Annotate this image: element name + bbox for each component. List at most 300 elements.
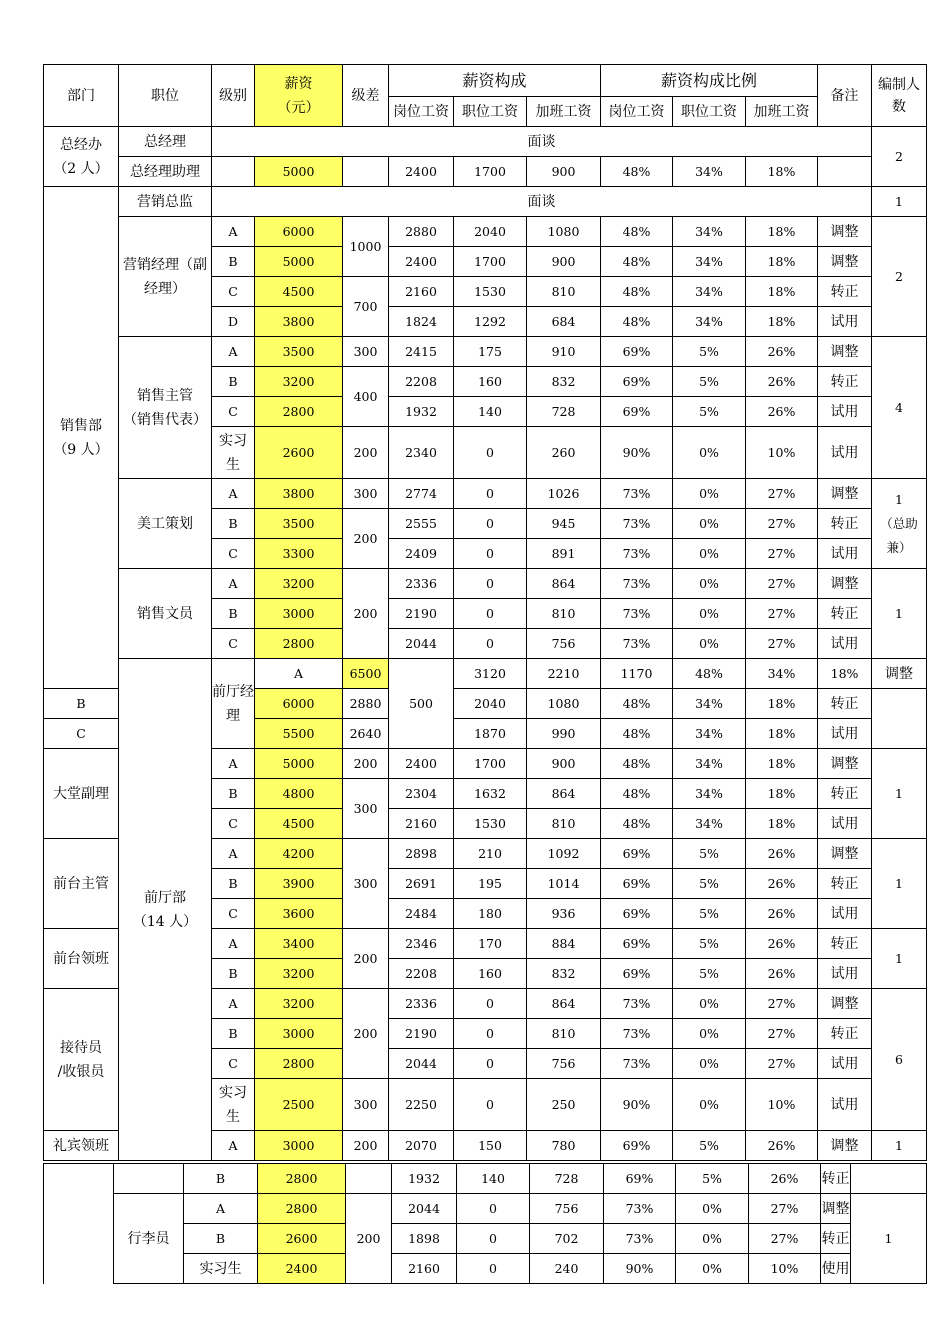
remark-cell: 试用 [818,397,872,427]
level-cell: A [212,337,255,367]
overtime-wage-cell: 884 [527,929,601,959]
post-wage-cell: 2484 [389,899,454,929]
overtime-wage-cell: 900 [527,749,601,779]
position-wage-cell: 0 [454,1049,527,1079]
post-wage-cell: 2346 [389,929,454,959]
post-wage-cell: 1932 [392,1164,457,1194]
overtime-ratio-cell: 27% [746,1049,818,1079]
remark-cell: 转正 [818,1019,872,1049]
dept-gm [44,127,119,187]
position-greeter-lead: 礼宾领班 [44,1131,119,1161]
post-ratio-cell: 69% [604,1164,676,1194]
header-overtime-wage: 加班工资 [527,97,601,127]
salary-cell: 3000 [255,1131,343,1161]
position-wage-cell: 2040 [454,217,527,247]
position-ratio-cell: 5% [673,899,746,929]
remark-cell: 调整 [821,1194,851,1224]
overtime-ratio-cell: 18% [746,779,818,809]
position-wage-cell: 1870 [454,719,527,749]
remark-cell [818,157,872,187]
overtime-wage-cell: 780 [527,1131,601,1161]
level-cell: 实习生 [212,1079,255,1131]
diff-cell: 500 [389,659,454,749]
headcount-gm: 2 [872,127,927,187]
overtime-wage-cell: 1080 [527,689,601,719]
position-ratio-cell: 0% [673,479,746,509]
salary-table [43,64,927,1161]
level-cell: A [212,989,255,1019]
remark-cell: 试用 [818,1079,872,1131]
post-ratio-cell: 73% [601,629,673,659]
diff-cell: 300 [343,839,389,929]
position-wage-cell: 0 [454,427,527,479]
header-dept: 部门 [44,65,119,127]
remark-cell: 转正 [818,779,872,809]
salary-cell: 3300 [255,539,343,569]
post-wage-cell: 2400 [389,749,454,779]
position-wage-cell: 1292 [454,307,527,337]
level-cell: A [212,479,255,509]
level-cell: A [212,569,255,599]
level-cell: A [212,929,255,959]
overtime-wage-cell: 936 [527,899,601,929]
level-cell: B [212,959,255,989]
salary-cell: 5000 [255,247,343,277]
post-ratio-cell: 73% [601,479,673,509]
position-wage-cell: 140 [457,1164,530,1194]
position-wage-cell: 0 [454,539,527,569]
salary-cell: 3800 [255,307,343,337]
header-level: 级别 [212,65,255,127]
overtime-wage-cell: 810 [527,277,601,307]
overtime-ratio-cell: 27% [746,539,818,569]
salary-table-continued [43,1163,927,1284]
position-wage-cell: 1632 [454,779,527,809]
remark-cell: 试用 [818,539,872,569]
headcount-greeter-lead: 1 [872,1131,927,1161]
salary-cell: 3200 [255,989,343,1019]
level-cell: B [212,367,255,397]
post-wage-cell: 2304 [389,779,454,809]
remark-cell: 调整 [818,569,872,599]
overtime-ratio-cell: 26% [746,397,818,427]
headcount-desk-lead: 1 [872,929,927,989]
overtime-ratio-cell: 26% [746,959,818,989]
position-wage-cell: 1530 [454,277,527,307]
designer-headcount-value: 1 [895,491,903,507]
overtime-ratio-cell: 18% [746,749,818,779]
salary-cell: 3800 [255,479,343,509]
post-ratio-cell: 73% [601,1019,673,1049]
post-wage-cell: 1932 [389,397,454,427]
level-cell: B [184,1164,258,1194]
position-ratio-cell: 5% [673,1131,746,1161]
position-greeter-continued [114,1164,184,1194]
level-cell: B [212,247,255,277]
overtime-wage-cell: 810 [527,809,601,839]
position-wage-cell: 175 [454,337,527,367]
overtime-ratio-cell: 26% [746,337,818,367]
overtime-ratio-cell: 18% [818,659,872,689]
diff-cell: 200 [343,569,389,659]
headcount-designer [872,479,927,569]
header-position: 职位 [119,65,212,127]
overtime-wage-cell: 910 [527,337,601,367]
post-ratio-cell: 73% [601,989,673,1019]
remark-cell: 试用 [818,427,872,479]
diff-cell: 300 [343,1079,389,1131]
position-wage-cell: 195 [454,869,527,899]
reception-title-2: /收银员 [57,1063,105,1080]
salary-cell: 6000 [255,217,343,247]
remark-cell: 转正 [821,1224,851,1254]
post-wage-cell: 2044 [389,629,454,659]
diff-cell: 200 [343,989,389,1079]
position-ratio-cell: 0% [673,427,746,479]
position-ratio-cell: 0% [673,539,746,569]
position-ratio-cell: 5% [676,1164,749,1194]
salary-cell: 3900 [255,869,343,899]
salary-cell: 3200 [255,367,343,397]
position-ratio-cell: 34% [673,719,746,749]
level-cell: C [212,397,255,427]
diff-cell: 400 [343,367,389,427]
salary-cell: 3400 [255,929,343,959]
overtime-wage-cell: 1170 [601,659,673,689]
position-wage-cell: 160 [454,367,527,397]
level-cell: B [212,1019,255,1049]
sales-supervisor-title: 销售主管 [137,387,193,404]
overtime-wage-cell: 810 [527,1019,601,1049]
position-ratio-cell: 0% [673,1079,746,1131]
level-cell: A [212,839,255,869]
dept-front-name: 前厅部 [144,889,186,906]
overtime-ratio-cell: 18% [746,719,818,749]
overtime-wage-cell: 702 [530,1224,604,1254]
overtime-wage-cell: 684 [527,307,601,337]
level-cell: C [212,629,255,659]
diff-cell: 200 [346,1194,392,1284]
headcount-reception: 6 [872,989,927,1131]
remark-cell: 试用 [818,959,872,989]
post-ratio-cell: 48% [601,749,673,779]
diff-cell: 200 [343,427,389,479]
position-wage-cell: 170 [454,929,527,959]
salary-cell: 2400 [258,1254,346,1284]
position-desk-lead: 前台领班 [44,929,119,989]
salary-cell: 3000 [255,1019,343,1049]
overtime-wage-cell: 728 [527,397,601,427]
dept-sales-count: （9 人） [53,441,109,458]
salary-cell: 3200 [255,569,343,599]
remark-cell: 试用 [818,809,872,839]
level-cell: C [212,809,255,839]
post-wage-cell: 2880 [343,689,389,719]
overtime-ratio-cell: 10% [746,1079,818,1131]
overtime-ratio-cell: 27% [746,1019,818,1049]
salary-cell: 3200 [255,959,343,989]
headcount-sales-clerk: 1 [872,569,927,659]
post-wage-cell: 2898 [389,839,454,869]
position-ratio-cell: 34% [673,247,746,277]
level-cell: B [212,509,255,539]
position-ratio-cell: 34% [673,277,746,307]
overtime-ratio-cell: 18% [746,809,818,839]
overtime-wage-cell: 1014 [527,869,601,899]
post-ratio-cell: 69% [601,337,673,367]
level-cell [212,157,255,187]
overtime-wage-cell: 756 [527,629,601,659]
remark-cell: 调整 [818,749,872,779]
level-cell: A [212,1131,255,1161]
dept-front [119,659,212,1161]
diff-cell: 300 [343,479,389,509]
post-wage-cell: 1898 [392,1224,457,1254]
position-wage-cell: 1700 [454,749,527,779]
remark-cell: 转正 [818,509,872,539]
overtime-ratio-cell: 27% [749,1224,821,1254]
position-ratio-cell: 0% [676,1194,749,1224]
salary-cell: 2500 [255,1079,343,1131]
diff-cell: 300 [343,779,389,839]
salary-cell: 3000 [255,599,343,629]
overtime-wage-cell: 1026 [527,479,601,509]
post-wage-cell: 2400 [389,247,454,277]
position-lobby-manager: 大堂副理 [44,749,119,839]
salary-cell: 2800 [255,397,343,427]
headcount-sales-supervisor: 4 [872,337,927,479]
salary-cell: 3500 [255,337,343,367]
remark-cell: 调整 [818,479,872,509]
header-salary [255,65,343,127]
post-ratio-cell: 73% [604,1194,676,1224]
dept-sales [44,187,119,689]
salary-cell: 2800 [258,1164,346,1194]
header-remark: 备注 [818,65,872,127]
overtime-wage-cell: 260 [527,427,601,479]
overtime-ratio-cell: 27% [746,569,818,599]
position-wage-cell: 180 [454,899,527,929]
position-ratio-cell: 0% [673,1019,746,1049]
overtime-wage-cell: 832 [527,367,601,397]
position-wage-cell: 210 [454,839,527,869]
post-ratio-cell: 90% [601,1079,673,1131]
position-ratio-cell: 0% [673,569,746,599]
overtime-wage-cell: 1080 [527,217,601,247]
header-composition: 薪资构成 [389,65,601,97]
post-wage-cell: 2640 [343,719,389,749]
header-diff: 级差 [343,65,389,127]
remark-cell: 调整 [818,989,872,1019]
position-ratio-cell: 5% [673,959,746,989]
level-cell: B [184,1224,258,1254]
headcount-bellman: 1 [851,1194,927,1284]
post-wage-cell: 2250 [389,1079,454,1131]
position-bellman: 行李员 [114,1194,184,1284]
overtime-wage-cell: 240 [530,1254,604,1284]
post-wage-cell: 2044 [389,1049,454,1079]
post-ratio-cell: 48% [601,719,673,749]
post-ratio-cell: 69% [601,899,673,929]
post-ratio-cell: 48% [601,689,673,719]
header-post-wage: 岗位工资 [389,97,454,127]
overtime-wage-cell: 728 [530,1164,604,1194]
position-wage-cell: 0 [454,1019,527,1049]
level-cell: 实习生 [184,1254,258,1284]
post-ratio-cell: 69% [601,929,673,959]
overtime-ratio-cell: 27% [746,599,818,629]
overtime-ratio-cell: 26% [746,839,818,869]
post-ratio-cell: 73% [601,539,673,569]
position-wage-cell: 0 [457,1254,530,1284]
overtime-ratio-cell: 26% [746,367,818,397]
remark-cell: 转正 [818,869,872,899]
level-cell: A [212,749,255,779]
level-cell: B [44,689,119,719]
remark-cell: 转正 [821,1164,851,1194]
post-ratio-cell: 69% [601,959,673,989]
position-wage-cell: 0 [454,509,527,539]
diff-cell: 700 [343,277,389,337]
level-cell: C [212,277,255,307]
post-wage-cell: 2691 [389,869,454,899]
overtime-wage-cell: 864 [527,989,601,1019]
position-ratio-cell: 5% [673,337,746,367]
position-reception [44,989,119,1131]
post-ratio-cell: 48% [673,659,746,689]
position-ratio-cell: 5% [673,839,746,869]
overtime-wage-cell: 900 [527,157,601,187]
salary-cell: 3600 [255,899,343,929]
post-ratio-cell: 69% [601,839,673,869]
overtime-ratio-cell: 27% [746,989,818,1019]
level-cell: D [212,307,255,337]
remark-cell: 试用 [818,629,872,659]
overtime-wage-cell: 891 [527,539,601,569]
remark-cell: 调整 [818,839,872,869]
salary-cell: 2800 [255,629,343,659]
position-ratio-cell: 0% [676,1224,749,1254]
dept-sales-name: 销售部 [60,417,102,434]
headcount-lobby-manager: 1 [872,749,927,839]
overtime-ratio-cell: 27% [746,629,818,659]
salary-cell: 5000 [255,749,343,779]
post-wage-cell: 2409 [389,539,454,569]
position-ratio-cell: 0% [673,1049,746,1079]
remark-cell: 试用 [818,1049,872,1079]
header-position-ratio: 职位工资 [673,97,746,127]
position-wage-cell: 0 [457,1224,530,1254]
post-wage-cell: 2336 [389,989,454,1019]
position-wage-cell: 2040 [454,689,527,719]
position-ratio-cell: 0% [676,1254,749,1284]
position-ratio-cell: 5% [673,929,746,959]
position-sales-director: 营销总监 [119,187,212,217]
diff-cell: 200 [343,749,389,779]
overtime-ratio-cell: 27% [746,509,818,539]
post-ratio-cell: 73% [601,569,673,599]
position-wage-cell: 0 [454,569,527,599]
position-wage-cell: 2210 [527,659,601,689]
remark-cell: 转正 [818,929,872,959]
overtime-wage-cell: 810 [527,599,601,629]
position-wage-cell: 160 [454,959,527,989]
salary-cell: 2800 [258,1194,346,1224]
salary-cell: 2600 [255,427,343,479]
post-ratio-cell: 73% [601,1049,673,1079]
remark-cell: 转正 [818,689,872,719]
overtime-wage-cell: 250 [527,1079,601,1131]
post-wage-cell: 2070 [389,1131,454,1161]
post-wage-cell: 2880 [389,217,454,247]
post-ratio-cell: 73% [604,1224,676,1254]
remark-cell: 调整 [818,247,872,277]
position-sales-supervisor [119,337,212,479]
overtime-ratio-cell: 27% [749,1194,821,1224]
overtime-wage-cell: 990 [527,719,601,749]
level-cell: C [212,1049,255,1079]
post-wage-cell: 2415 [389,337,454,367]
remark-cell: 调整 [818,1131,872,1161]
position-desk-supervisor: 前台主管 [44,839,119,929]
headcount-desk-supervisor: 1 [872,839,927,929]
post-ratio-cell: 69% [601,1131,673,1161]
post-ratio-cell: 48% [601,217,673,247]
headcount-cell [851,1164,927,1194]
salary-cell: 4200 [255,839,343,869]
dept-gm-name: 总经办 [60,136,102,153]
position-ratio-cell: 34% [673,307,746,337]
post-wage-cell: 2160 [389,277,454,307]
overtime-ratio-cell: 10% [746,427,818,479]
remark-cell: 调整 [818,217,872,247]
post-wage-cell: 2190 [389,1019,454,1049]
position-gm-assistant: 总经理助理 [119,157,212,187]
overtime-wage-cell: 900 [527,247,601,277]
diff-cell: 200 [343,929,389,989]
overtime-wage-cell: 864 [527,779,601,809]
position-ratio-cell: 34% [746,659,818,689]
position-wage-cell: 0 [457,1194,530,1224]
salary-cell: 2800 [255,1049,343,1079]
position-ratio-cell: 5% [673,397,746,427]
gm-negotiable: 面谈 [212,127,872,157]
position-ratio-cell: 5% [673,367,746,397]
overtime-ratio-cell: 26% [746,899,818,929]
header-salary-label: 薪资 [284,75,313,92]
post-wage-cell: 2190 [389,599,454,629]
header-headcount: 编制人数 [872,65,927,127]
position-ratio-cell: 5% [673,869,746,899]
headcount-sales-director: 1 [872,187,927,217]
remark-cell: 调整 [818,337,872,367]
salary-cell: 4500 [255,277,343,307]
post-wage-cell: 2555 [389,509,454,539]
level-cell: C [212,539,255,569]
overtime-ratio-cell: 27% [746,479,818,509]
overtime-ratio-cell: 26% [749,1164,821,1194]
overtime-wage-cell: 756 [530,1194,604,1224]
diff-cell [346,1164,392,1194]
diff-cell: 200 [343,1131,389,1161]
position-sales-manager: 营销经理（副经理） [119,217,212,337]
post-wage-cell: 2340 [389,427,454,479]
post-wage-cell: 2774 [389,479,454,509]
reception-title-1: 接待员 [60,1039,102,1056]
position-wage-cell: 0 [454,989,527,1019]
overtime-ratio-cell: 18% [746,157,818,187]
overtime-wage-cell: 832 [527,959,601,989]
